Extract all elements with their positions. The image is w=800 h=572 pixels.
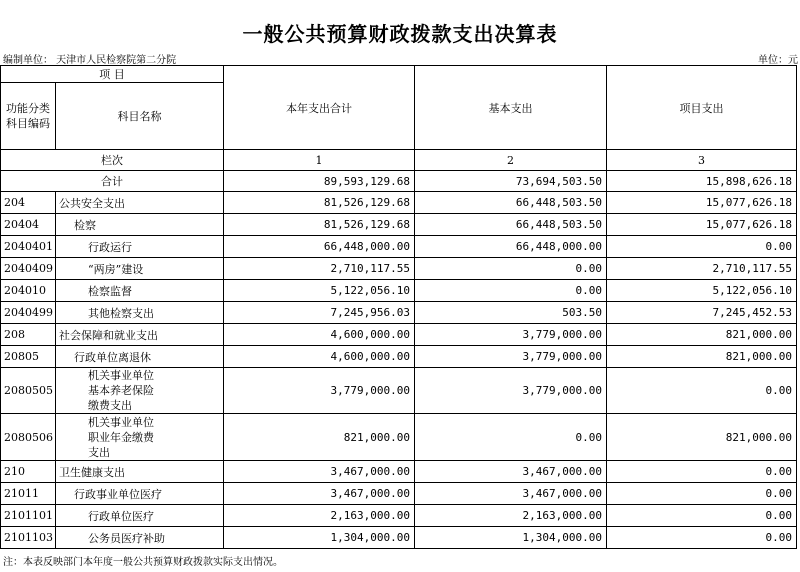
amount-item: 7,245,452.53 — [607, 302, 797, 324]
amount-item: 821,000.00 — [607, 414, 797, 461]
subject-name: 行政事业单位医疗 — [56, 483, 224, 505]
amount-basic: 66,448,503.50 — [415, 214, 607, 236]
amount-item: 0.00 — [607, 461, 797, 483]
amount-total: 2,710,117.55 — [224, 258, 415, 280]
subject-name: 其他检察支出 — [56, 302, 224, 324]
table-row — [1, 527, 797, 549]
table-row — [1, 324, 797, 346]
col-index-2: 2 — [415, 150, 607, 171]
amount-item: 821,000.00 — [607, 346, 797, 368]
amount-basic: 1,304,000.00 — [415, 527, 607, 549]
amount-item: 0.00 — [607, 236, 797, 258]
total-label: 合计 — [1, 171, 224, 192]
amount-item: 821,000.00 — [607, 324, 797, 346]
subject-name: “两房”建设 — [56, 258, 224, 280]
table-row — [1, 346, 797, 368]
amount-item: 15,077,626.18 — [607, 214, 797, 236]
subject-name: 检察监督 — [56, 280, 224, 302]
subject-code: 2040409 — [1, 258, 56, 280]
table-body — [1, 192, 797, 549]
subject-code: 204 — [1, 192, 56, 214]
total-row — [1, 171, 797, 192]
amount-item: 0.00 — [607, 527, 797, 549]
subject-code: 2080505 — [1, 368, 56, 414]
amount-total: 4,600,000.00 — [224, 346, 415, 368]
amount-item: 2,710,117.55 — [607, 258, 797, 280]
amount-basic: 2,163,000.00 — [415, 505, 607, 527]
subject-name: 机关事业单位基本养老保险缴费支出 — [56, 368, 224, 414]
header-item: 项目支出 — [607, 66, 797, 150]
header-basic: 基本支出 — [415, 66, 607, 150]
amount-basic: 0.00 — [415, 258, 607, 280]
header-row-project — [1, 66, 797, 83]
amount-item: 0.00 — [607, 505, 797, 527]
table-row — [1, 236, 797, 258]
subject-code: 20805 — [1, 346, 56, 368]
subject-code: 2040401 — [1, 236, 56, 258]
amount-total: 81,526,129.68 — [224, 192, 415, 214]
table-row — [1, 461, 797, 483]
amount-basic: 3,467,000.00 — [415, 483, 607, 505]
amount-basic: 66,448,000.00 — [415, 236, 607, 258]
subject-name: 行政运行 — [56, 236, 224, 258]
amount-total: 4,600,000.00 — [224, 324, 415, 346]
amount-basic: 3,467,000.00 — [415, 461, 607, 483]
header-total: 本年支出合计 — [224, 66, 415, 150]
table-row — [1, 414, 797, 461]
subject-name: 行政单位离退休 — [56, 346, 224, 368]
table-row — [1, 505, 797, 527]
amount-total: 81,526,129.68 — [224, 214, 415, 236]
amount-item: 0.00 — [607, 483, 797, 505]
subject-code: 208 — [1, 324, 56, 346]
amount-basic: 66,448,503.50 — [415, 192, 607, 214]
amount-basic: 3,779,000.00 — [415, 368, 607, 414]
compiling-unit: 编制单位： 天津市人民检察院第二分院 — [3, 55, 177, 66]
table-row — [1, 368, 797, 414]
table-row — [1, 483, 797, 505]
amount-total: 7,245,956.03 — [224, 302, 415, 324]
expenditure-table — [0, 65, 797, 549]
amount-total: 3,467,000.00 — [224, 461, 415, 483]
amount-total: 2,163,000.00 — [224, 505, 415, 527]
subject-code: 20404 — [1, 214, 56, 236]
amount-item: 0.00 — [607, 368, 797, 414]
subject-name: 社会保障和就业支出 — [56, 324, 224, 346]
header-project: 项 目 — [1, 66, 224, 83]
amount-basic: 3,779,000.00 — [415, 346, 607, 368]
subject-code: 2040499 — [1, 302, 56, 324]
subject-code: 21011 — [1, 483, 56, 505]
table-row — [1, 280, 797, 302]
header-name: 科目名称 — [56, 83, 224, 150]
subject-code: 2080506 — [1, 414, 56, 461]
subject-code: 2101101 — [1, 505, 56, 527]
subject-code: 2101103 — [1, 527, 56, 549]
amount-item: 15,077,626.18 — [607, 192, 797, 214]
subject-name: 行政单位医疗 — [56, 505, 224, 527]
subject-name: 机关事业单位职业年金缴费支出 — [56, 414, 224, 461]
table-row — [1, 192, 797, 214]
table-row — [1, 302, 797, 324]
header-code: 功能分类 科目编码 — [1, 83, 56, 150]
subject-name: 卫生健康支出 — [56, 461, 224, 483]
amount-total: 3,467,000.00 — [224, 483, 415, 505]
amount-total: 5,122,056.10 — [224, 280, 415, 302]
subject-name: 检察 — [56, 214, 224, 236]
table-row — [1, 214, 797, 236]
subject-code: 210 — [1, 461, 56, 483]
col-index-1: 1 — [224, 150, 415, 171]
amount-total: 821,000.00 — [224, 414, 415, 461]
amount-total: 66,448,000.00 — [224, 236, 415, 258]
column-index-row — [1, 150, 797, 171]
subject-name: 公务员医疗补助 — [56, 527, 224, 549]
subject-code: 204010 — [1, 280, 56, 302]
amount-basic: 3,779,000.00 — [415, 324, 607, 346]
amount-basic: 0.00 — [415, 414, 607, 461]
col-index-3: 3 — [607, 150, 797, 171]
footnote: 注：本表反映部门本年度一般公共预算财政拨款实际支出情况。 — [3, 557, 283, 568]
amount-item: 5,122,056.10 — [607, 280, 797, 302]
total-item: 15,898,626.18 — [607, 171, 797, 192]
amount-total: 1,304,000.00 — [224, 527, 415, 549]
report-title: 一般公共预算财政拨款支出决算表 — [242, 22, 558, 46]
table-row — [1, 258, 797, 280]
row-label: 栏次 — [1, 150, 224, 171]
amount-basic: 503.50 — [415, 302, 607, 324]
subject-name: 公共安全支出 — [56, 192, 224, 214]
currency-unit: 单位：元 — [758, 55, 798, 66]
amount-basic: 0.00 — [415, 280, 607, 302]
unit-row — [0, 51, 800, 65]
total-amount: 89,593,129.68 — [224, 171, 415, 192]
total-basic: 73,694,503.50 — [415, 171, 607, 192]
amount-total: 3,779,000.00 — [224, 368, 415, 414]
